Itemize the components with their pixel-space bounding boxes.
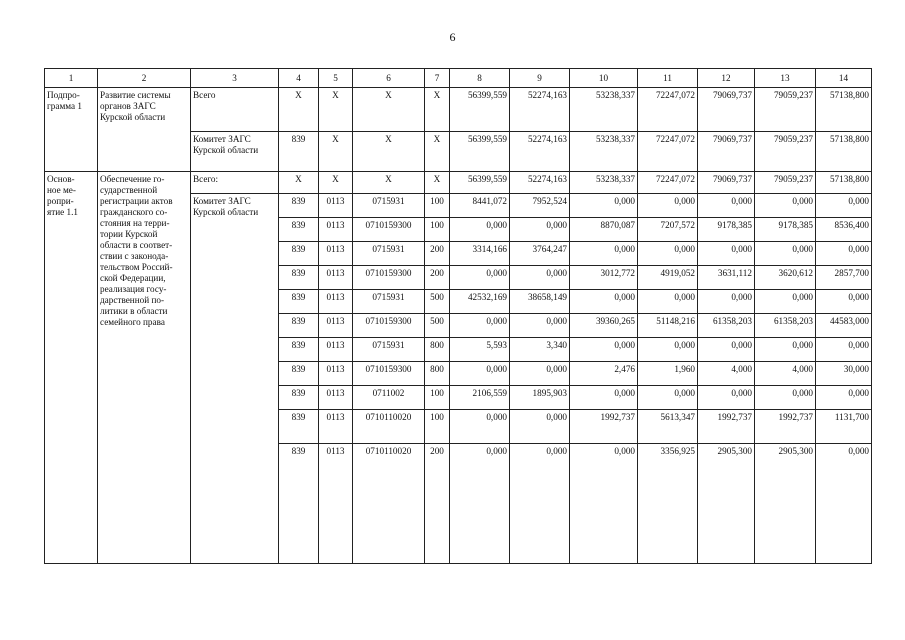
value-cell: 61358,203 <box>755 314 816 338</box>
value-cell: 79059,237 <box>755 172 816 194</box>
value-cell: 56399,559 <box>450 132 510 172</box>
value-cell: 839 <box>279 266 319 290</box>
value-cell: 800 <box>425 362 450 386</box>
value-cell: 0,000 <box>638 194 698 218</box>
activity-name: Обеспечение го- сударственной регистрации актов гражданского со- стояния на терри- тории Курской области в соответ- ствии с законода- тельством Россий- ской Федерации, реализация госу- дарственной по- литики в области семейного права <box>98 172 191 564</box>
value-cell: 839 <box>279 132 319 172</box>
value-cell: 839 <box>279 290 319 314</box>
value-cell: 0,000 <box>755 338 816 362</box>
value-cell: 0,000 <box>816 290 872 314</box>
value-cell: 0710159300 <box>353 218 425 242</box>
value-cell: 839 <box>279 314 319 338</box>
value-cell: 39360,265 <box>570 314 638 338</box>
value-cell: 0,000 <box>755 242 816 266</box>
value-cell: 2905,300 <box>698 444 755 564</box>
value-cell: 0113 <box>319 386 353 410</box>
value-cell: 0113 <box>319 444 353 564</box>
executor-cell: Всего <box>191 88 279 132</box>
value-cell: 79069,737 <box>698 88 755 132</box>
value-cell: 0,000 <box>698 386 755 410</box>
value-cell: Х <box>425 172 450 194</box>
value-cell: 0,000 <box>570 444 638 564</box>
value-cell: 61358,203 <box>698 314 755 338</box>
value-cell: 100 <box>425 194 450 218</box>
value-cell: 200 <box>425 242 450 266</box>
table-row <box>45 172 872 194</box>
value-cell: 2,476 <box>570 362 638 386</box>
value-cell: 0,000 <box>510 314 570 338</box>
column-number: 4 <box>279 69 319 88</box>
subprogram-name: Развитие системы органов ЗАГС Курской области <box>98 88 191 172</box>
value-cell: 44583,000 <box>816 314 872 338</box>
value-cell: 0,000 <box>450 410 510 444</box>
value-cell: 57138,800 <box>816 172 872 194</box>
value-cell: 0,000 <box>450 444 510 564</box>
column-number: 11 <box>638 69 698 88</box>
value-cell: 1131,700 <box>816 410 872 444</box>
column-number: 13 <box>755 69 816 88</box>
value-cell: 5,593 <box>450 338 510 362</box>
value-cell: 0,000 <box>638 290 698 314</box>
value-cell: 100 <box>425 410 450 444</box>
value-cell: 0711002 <box>353 386 425 410</box>
value-cell: 0,000 <box>638 242 698 266</box>
value-cell: 72247,072 <box>638 172 698 194</box>
value-cell: 839 <box>279 218 319 242</box>
value-cell: 8870,087 <box>570 218 638 242</box>
value-cell: 3,340 <box>510 338 570 362</box>
value-cell: Х <box>279 172 319 194</box>
value-cell: Х <box>279 88 319 132</box>
value-cell: 800 <box>425 338 450 362</box>
column-number: 9 <box>510 69 570 88</box>
value-cell: 51148,216 <box>638 314 698 338</box>
value-cell: 0,000 <box>450 266 510 290</box>
value-cell: 0,000 <box>816 338 872 362</box>
value-cell: Х <box>425 132 450 172</box>
value-cell: 1992,737 <box>570 410 638 444</box>
value-cell: 72247,072 <box>638 132 698 172</box>
value-cell: 0113 <box>319 218 353 242</box>
value-cell: 100 <box>425 386 450 410</box>
value-cell: 0715931 <box>353 194 425 218</box>
value-cell: 0,000 <box>510 266 570 290</box>
value-cell: 0,000 <box>816 194 872 218</box>
value-cell: 0113 <box>319 290 353 314</box>
column-number: 3 <box>191 69 279 88</box>
column-number: 10 <box>570 69 638 88</box>
value-cell: 1992,737 <box>698 410 755 444</box>
value-cell: 42532,169 <box>450 290 510 314</box>
value-cell: 9178,385 <box>698 218 755 242</box>
value-cell: 200 <box>425 266 450 290</box>
value-cell: 0113 <box>319 314 353 338</box>
column-number: 5 <box>319 69 353 88</box>
value-cell: 0,000 <box>816 444 872 564</box>
value-cell: 52274,163 <box>510 88 570 132</box>
value-cell: 200 <box>425 444 450 564</box>
value-cell: 0,000 <box>570 194 638 218</box>
budget-table <box>44 68 872 564</box>
value-cell: 52274,163 <box>510 172 570 194</box>
value-cell: 79059,237 <box>755 88 816 132</box>
value-cell: 3620,612 <box>755 266 816 290</box>
value-cell: 839 <box>279 242 319 266</box>
column-number: 7 <box>425 69 450 88</box>
value-cell: 0,000 <box>510 410 570 444</box>
value-cell: 839 <box>279 194 319 218</box>
value-cell: 0,000 <box>755 290 816 314</box>
value-cell: 0,000 <box>698 290 755 314</box>
value-cell: 30,000 <box>816 362 872 386</box>
value-cell: 0,000 <box>816 386 872 410</box>
value-cell: 0,000 <box>450 218 510 242</box>
value-cell: 0,000 <box>570 290 638 314</box>
value-cell: 839 <box>279 444 319 564</box>
table-row <box>45 88 872 132</box>
value-cell: 2857,700 <box>816 266 872 290</box>
value-cell: 0,000 <box>698 242 755 266</box>
value-cell: 52274,163 <box>510 132 570 172</box>
value-cell: 8536,400 <box>816 218 872 242</box>
value-cell: 0710159300 <box>353 314 425 338</box>
value-cell: 0,000 <box>510 362 570 386</box>
value-cell: 0,000 <box>755 386 816 410</box>
value-cell: 500 <box>425 290 450 314</box>
value-cell: 5613,347 <box>638 410 698 444</box>
value-cell: 0,000 <box>450 314 510 338</box>
column-number: 8 <box>450 69 510 88</box>
value-cell: 53238,337 <box>570 88 638 132</box>
value-cell: Х <box>319 88 353 132</box>
value-cell: 4919,052 <box>638 266 698 290</box>
value-cell: 0,000 <box>570 386 638 410</box>
value-cell: 4,000 <box>698 362 755 386</box>
value-cell: 0113 <box>319 266 353 290</box>
value-cell: 79069,737 <box>698 132 755 172</box>
value-cell: 7952,524 <box>510 194 570 218</box>
value-cell: 0715931 <box>353 290 425 314</box>
value-cell: 4,000 <box>755 362 816 386</box>
value-cell: 0710110020 <box>353 444 425 564</box>
value-cell: 839 <box>279 410 319 444</box>
value-cell: 839 <box>279 338 319 362</box>
value-cell: 0710159300 <box>353 266 425 290</box>
value-cell: 0,000 <box>698 338 755 362</box>
total-label: Всего: <box>191 172 279 194</box>
value-cell: 0113 <box>319 362 353 386</box>
value-cell: 0,000 <box>570 338 638 362</box>
column-number: 12 <box>698 69 755 88</box>
value-cell: 0710159300 <box>353 362 425 386</box>
value-cell: Х <box>353 132 425 172</box>
value-cell: 8441,072 <box>450 194 510 218</box>
value-cell: 0113 <box>319 194 353 218</box>
value-cell: 1,960 <box>638 362 698 386</box>
value-cell: 0715931 <box>353 242 425 266</box>
column-number: 6 <box>353 69 425 88</box>
value-cell: 57138,800 <box>816 88 872 132</box>
value-cell: 0,000 <box>816 242 872 266</box>
value-cell: 0,000 <box>638 338 698 362</box>
value-cell: 0715931 <box>353 338 425 362</box>
value-cell: 53238,337 <box>570 172 638 194</box>
value-cell: 839 <box>279 386 319 410</box>
value-cell: 38658,149 <box>510 290 570 314</box>
value-cell: 0,000 <box>450 362 510 386</box>
value-cell: 57138,800 <box>816 132 872 172</box>
column-number: 14 <box>816 69 872 88</box>
value-cell: 3356,925 <box>638 444 698 564</box>
value-cell: 0,000 <box>638 386 698 410</box>
value-cell: 56399,559 <box>450 172 510 194</box>
value-cell: 2905,300 <box>755 444 816 564</box>
value-cell: 53238,337 <box>570 132 638 172</box>
executor-cell: Комитет ЗАГС Курской области <box>191 194 279 564</box>
value-cell: 0,000 <box>570 242 638 266</box>
value-cell: 0,000 <box>698 194 755 218</box>
value-cell: 839 <box>279 362 319 386</box>
value-cell: 100 <box>425 218 450 242</box>
value-cell: 1992,737 <box>755 410 816 444</box>
value-cell: 0113 <box>319 410 353 444</box>
value-cell: Х <box>353 88 425 132</box>
value-cell: 79059,237 <box>755 132 816 172</box>
value-cell: 3012,772 <box>570 266 638 290</box>
executor-cell: Комитет ЗАГС Курской области <box>191 132 279 172</box>
column-number: 1 <box>45 69 98 88</box>
value-cell: Х <box>319 172 353 194</box>
value-cell: 500 <box>425 314 450 338</box>
value-cell: 9178,385 <box>755 218 816 242</box>
value-cell: 3314,166 <box>450 242 510 266</box>
value-cell: 7207,572 <box>638 218 698 242</box>
value-cell: 0,000 <box>510 444 570 564</box>
value-cell: 0,000 <box>510 218 570 242</box>
column-number: 2 <box>98 69 191 88</box>
activity-label: Основ- ное ме- ропри- ятие 1.1 <box>45 172 98 564</box>
value-cell: 79069,737 <box>698 172 755 194</box>
value-cell: 2106,559 <box>450 386 510 410</box>
value-cell: 0113 <box>319 338 353 362</box>
value-cell: Х <box>353 172 425 194</box>
value-cell: 0,000 <box>755 194 816 218</box>
value-cell: 0710110020 <box>353 410 425 444</box>
value-cell: Х <box>425 88 450 132</box>
value-cell: 1895,903 <box>510 386 570 410</box>
header-row <box>45 69 872 88</box>
subprogram-label: Подпро- грамма 1 <box>45 88 98 172</box>
value-cell: 56399,559 <box>450 88 510 132</box>
value-cell: 3631,112 <box>698 266 755 290</box>
value-cell: 3764,247 <box>510 242 570 266</box>
page-number: 6 <box>449 30 456 44</box>
value-cell: 0113 <box>319 242 353 266</box>
value-cell: 72247,072 <box>638 88 698 132</box>
value-cell: Х <box>319 132 353 172</box>
